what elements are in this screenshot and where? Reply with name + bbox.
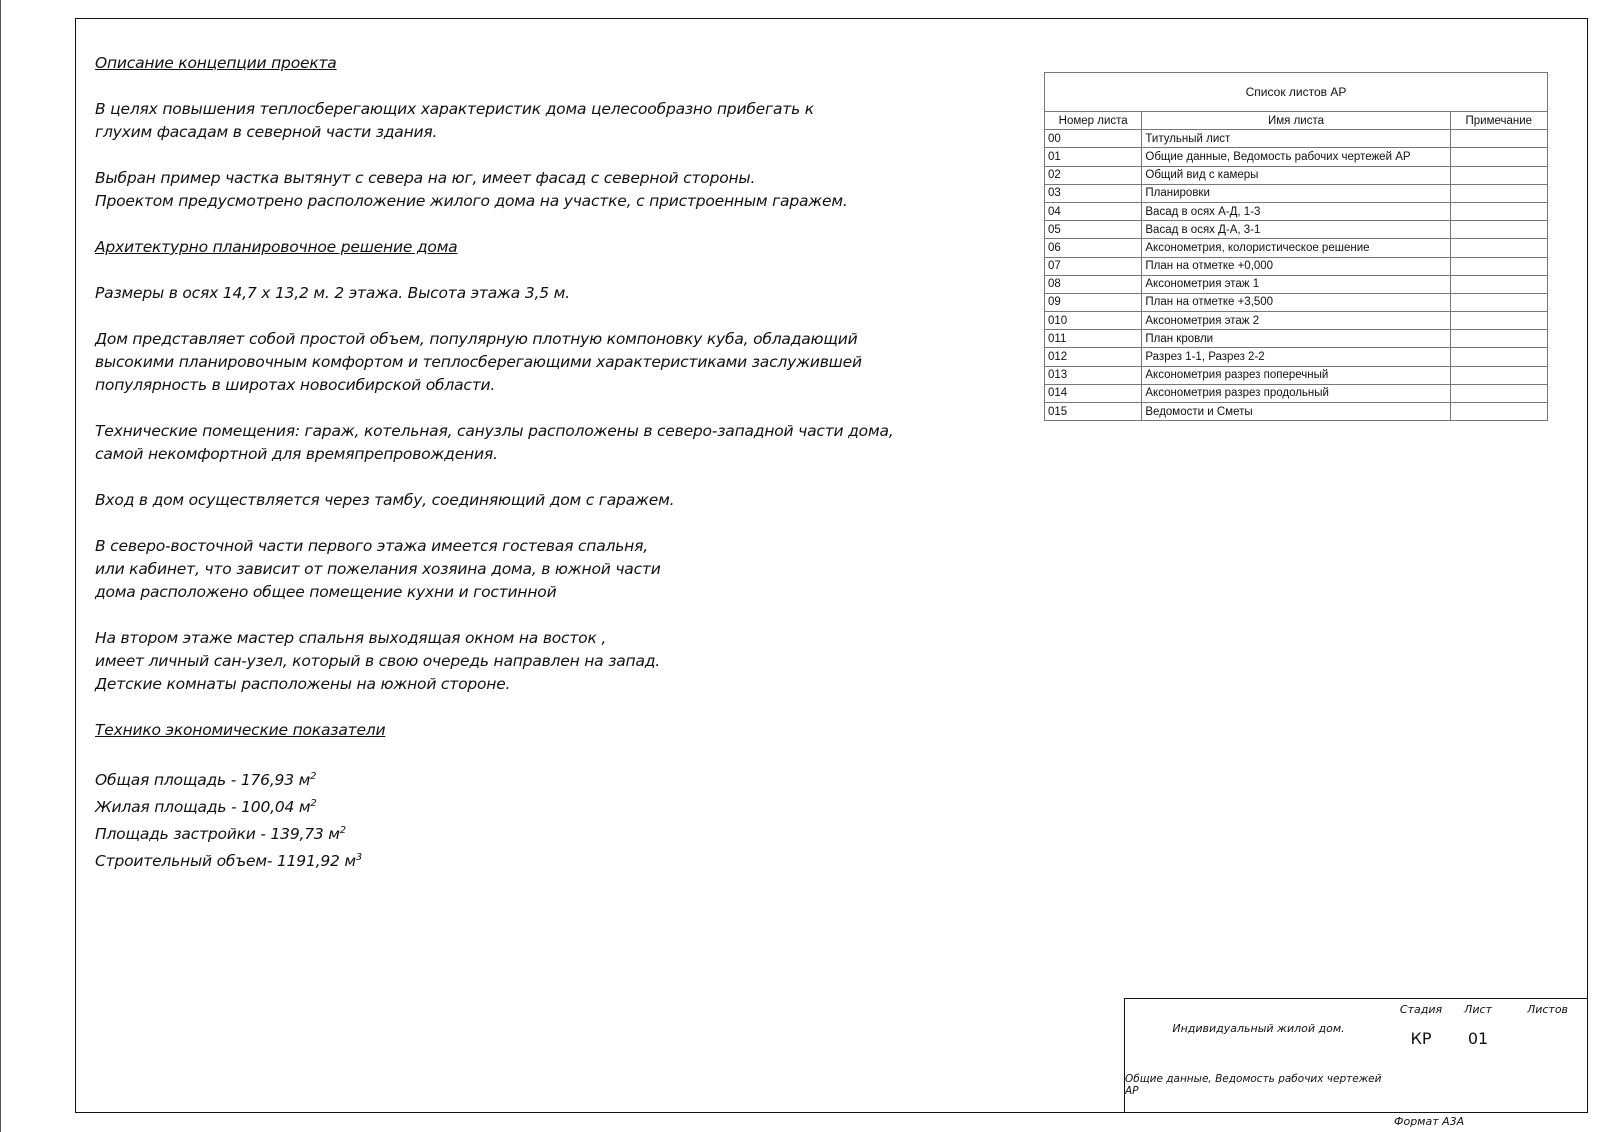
paragraph-1 (95, 98, 995, 144)
table-cell: Васад в осях Д-А, 3-1 (1142, 221, 1450, 239)
table-cell: 014 (1045, 384, 1142, 402)
table-row (1045, 384, 1548, 402)
table-cell (1450, 293, 1547, 311)
paragraph-3 (95, 282, 995, 305)
table-cell: Общий вид с камеры (1142, 166, 1450, 184)
table-cell: Разрез 1-1, Разрез 2-2 (1142, 348, 1450, 366)
indicator-unit-exponent: 3 (355, 852, 363, 864)
table-cell: Общие данные, Ведомость рабочих чертежей АР (1142, 148, 1450, 166)
text-line: высокими планировочным комфортом и теплосберегающими характеристиками заслужившей (95, 353, 862, 371)
column-header: Имя листа (1142, 112, 1450, 130)
project-description (95, 52, 995, 874)
table-cell: План на отметке +0,000 (1142, 257, 1450, 275)
indicator-unit-exponent: 2 (339, 825, 346, 837)
table-cell (1450, 221, 1547, 239)
text-line: В целях повышения теплосберегающих характеристик дома целесообразно прибегать к (95, 100, 814, 118)
table-cell (1450, 257, 1547, 275)
heading-indicators: Технико экономические показатели (95, 721, 386, 739)
table-cell (1450, 366, 1547, 384)
table-cell: Аксонометрия этаж 2 (1142, 312, 1450, 330)
table-row (1045, 221, 1548, 239)
table-row (1045, 312, 1548, 330)
table-cell: Аксонометрия, колористическое решение (1142, 239, 1450, 257)
text-line: Проектом предусмотрено расположение жилого дома на участке, с пристроенным гаражем. (95, 192, 848, 210)
heading-architecture: Архитектурно планировочное решение дома (95, 238, 458, 256)
text-line: самой некомфортной для времяпрепровождения. (95, 445, 498, 463)
paragraph-4 (95, 328, 995, 397)
table-row (1045, 184, 1548, 202)
stage-value: КР (1410, 1028, 1432, 1048)
text-line: Детские комнаты расположены на южной стороне. (95, 675, 511, 693)
paragraph-5 (95, 420, 995, 466)
heading-concept: Описание концепции проекта (95, 54, 337, 72)
table-cell (1450, 330, 1547, 348)
table-row (1045, 366, 1548, 384)
table-cell: 01 (1045, 148, 1142, 166)
table-cell: 05 (1045, 221, 1142, 239)
table-row (1045, 166, 1548, 184)
indicator-label: Общая площадь - 176,93 м (95, 771, 311, 790)
paragraph-2 (95, 167, 995, 213)
sheets-value (1506, 1019, 1589, 1057)
text-line: Дом представляет собой простой объем, популярную плотную компоновку куба, обладающий (95, 330, 858, 348)
table-cell (1450, 384, 1547, 402)
indicator-line (95, 765, 995, 792)
sheets-label: Листов (1526, 1002, 1569, 1016)
indicator-label: Площадь застройки - 139,73 м (95, 825, 340, 844)
sheet-label: Лист (1464, 1002, 1492, 1016)
table-cell (1450, 184, 1547, 202)
table-cell (1450, 148, 1547, 166)
text-line: популярность в широтах новосибирской области. (95, 376, 496, 394)
indicator-line (95, 792, 995, 819)
table-cell (1450, 130, 1547, 148)
indicator-line (95, 819, 995, 846)
text-line: В северо-восточной части первого этажа имеется гостевая спальня, (95, 537, 648, 555)
text-line: глухим фасадам в северной части здания. (95, 123, 438, 141)
column-header: Номер листа (1045, 112, 1142, 130)
table-row (1045, 330, 1548, 348)
table-cell: Аксонометрия разрез продольный (1142, 384, 1450, 402)
table-cell: 04 (1045, 202, 1142, 220)
sheet-list-title: Список листов АР (1045, 73, 1548, 112)
text-line: имеет личный сан-узел, который в свою очередь направлен на запад. (95, 652, 661, 670)
paragraph-6 (95, 489, 995, 512)
table-row (1045, 293, 1548, 311)
table-cell: 015 (1045, 403, 1142, 421)
sheet-list-table (1044, 72, 1548, 421)
table-cell: 02 (1045, 166, 1142, 184)
table-cell: 06 (1045, 239, 1142, 257)
text-line: Вход в дом осуществляется через тамбу, соединяющий дом с гаражем. (95, 491, 675, 509)
table-cell: 012 (1045, 348, 1142, 366)
table-cell: 03 (1045, 184, 1142, 202)
table-cell: Аксонометрия этаж 1 (1142, 275, 1450, 293)
indicators-list (95, 765, 995, 874)
table-cell (1450, 275, 1547, 293)
text-line: На втором этаже мастер спальня выходящая окном на восток , (95, 629, 607, 647)
table-cell: 08 (1045, 275, 1142, 293)
stage-label: Стадия (1399, 1002, 1443, 1016)
table-row (1045, 403, 1548, 421)
table-row (1045, 348, 1548, 366)
text-line: Выбран пример частка вытянут с севера на юг, имеет фасад с северной стороны. (95, 169, 756, 187)
table-cell (1450, 166, 1547, 184)
paragraph-8 (95, 627, 995, 696)
table-cell (1450, 239, 1547, 257)
text-line: Технические помещения: гараж, котельная, санузлы расположены в северо-западной части дома, (95, 422, 894, 440)
table-row (1045, 202, 1548, 220)
title-block (1124, 998, 1588, 1113)
paragraph-7 (95, 535, 995, 604)
indicator-label: Жилая площадь - 100,04 м (95, 798, 311, 817)
text-line: или кабинет, что зависит от пожелания хозяина дома, в южной части (95, 560, 661, 578)
indicator-label: Строительный объем- 1191,92 м (95, 852, 356, 871)
table-cell: Аксонометрия разрез поперечный (1142, 366, 1450, 384)
table-cell: Планировки (1142, 184, 1450, 202)
table-cell: План на отметке +3,500 (1142, 293, 1450, 311)
sheet-name: Общие данные, Ведомость рабочих чертежей АР (1125, 1073, 1382, 1097)
table-cell: Титульный лист (1142, 130, 1450, 148)
table-cell (1450, 403, 1547, 421)
table-cell (1450, 348, 1547, 366)
table-row (1045, 275, 1548, 293)
text-line: Размеры в осях 14,7 х 13,2 м. 2 этажа. Высота этажа 3,5 м. (95, 284, 570, 302)
table-cell: 00 (1045, 130, 1142, 148)
indicator-unit-exponent: 2 (310, 798, 317, 810)
project-name: Индивидуальный жилой дом. (1172, 1021, 1345, 1035)
table-cell: 09 (1045, 293, 1142, 311)
table-cell: План кровли (1142, 330, 1450, 348)
table-row (1045, 130, 1548, 148)
table-cell: 010 (1045, 312, 1142, 330)
indicator-unit-exponent: 2 (310, 771, 317, 782)
table-cell: 07 (1045, 257, 1142, 275)
sheet-value: 01 (1467, 1028, 1489, 1048)
table-cell: 013 (1045, 366, 1142, 384)
table-cell: Ведомости и Сметы (1142, 403, 1450, 421)
table-row (1045, 257, 1548, 275)
table-cell (1450, 202, 1547, 220)
indicator-line (95, 846, 995, 873)
table-row (1045, 239, 1548, 257)
table-cell (1450, 312, 1547, 330)
text-line: дома расположено общее помещение кухни и гостинной (95, 583, 557, 601)
table-cell: Васад в осях А-Д, 1-3 (1142, 202, 1450, 220)
column-header: Примечание (1450, 112, 1547, 130)
table-cell: 011 (1045, 330, 1142, 348)
table-row (1045, 148, 1548, 166)
format-label: Формат А3А (1394, 1115, 1465, 1128)
